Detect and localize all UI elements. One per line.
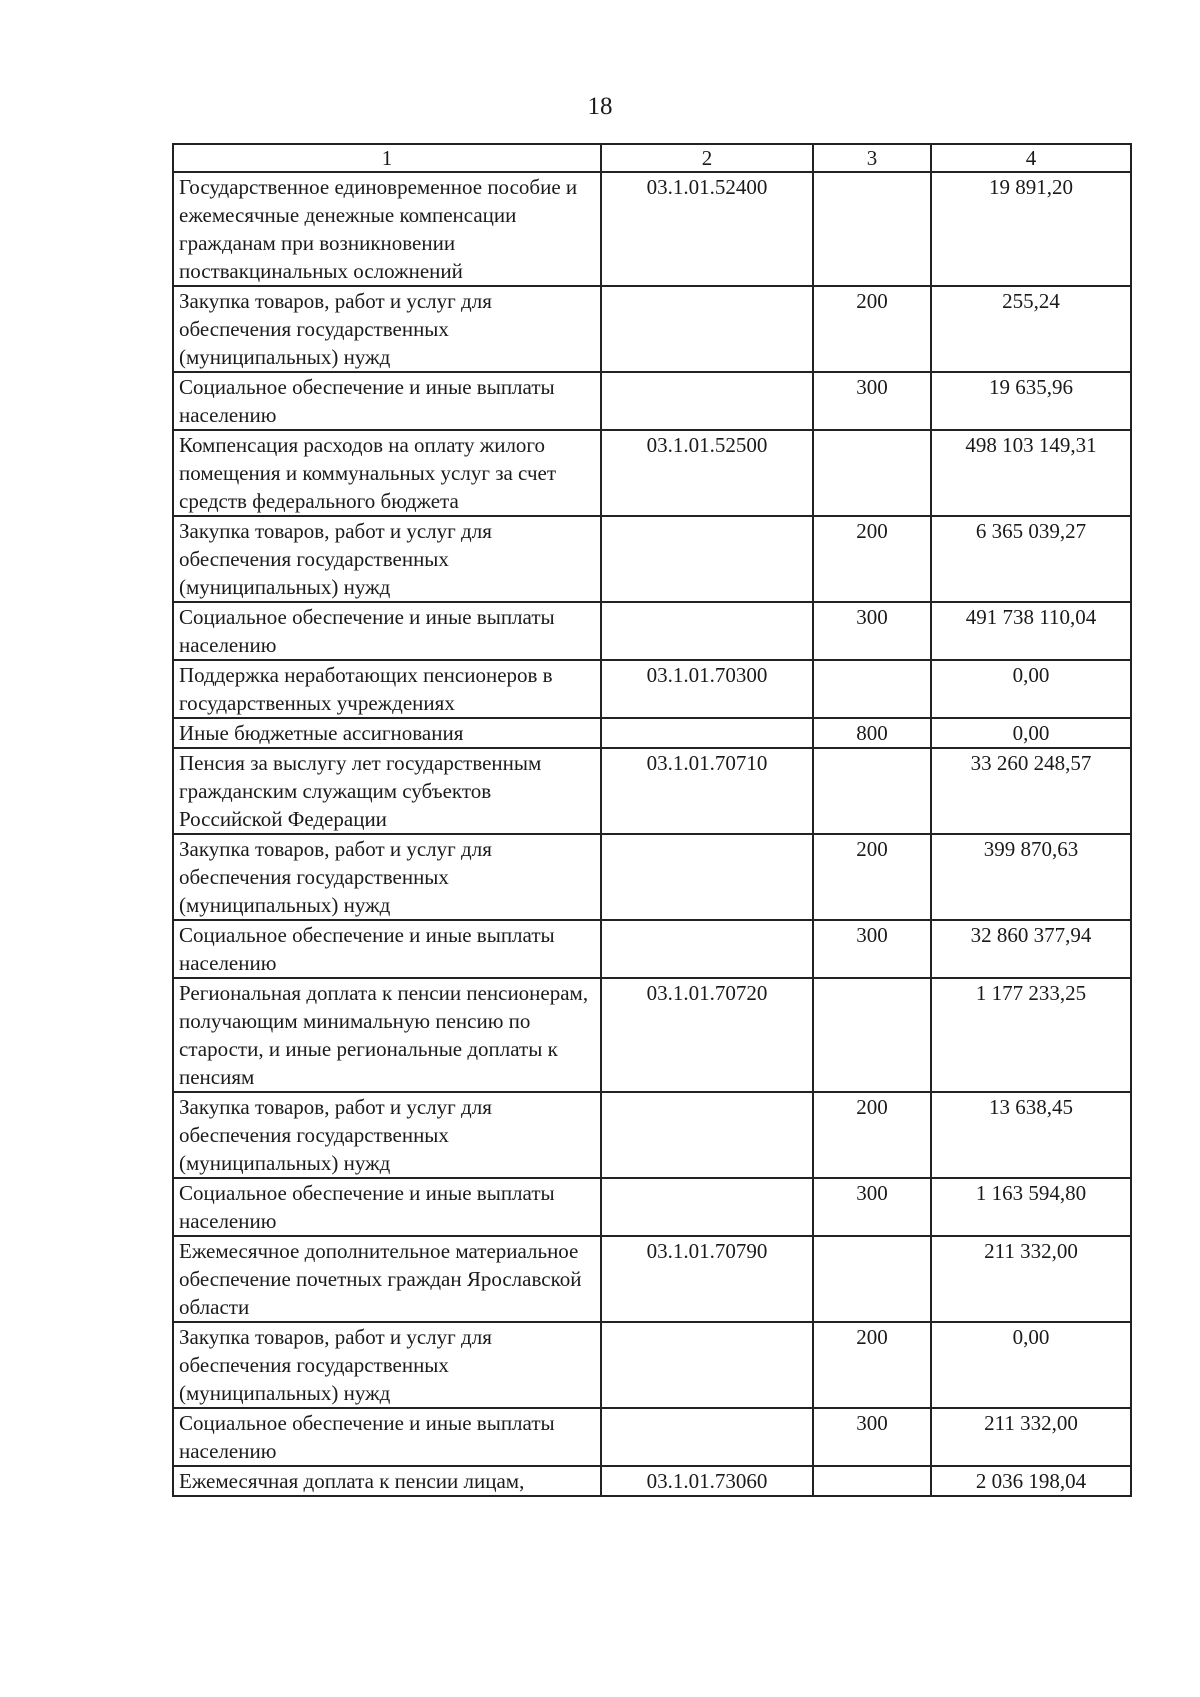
column-header-2: 2 xyxy=(601,144,813,172)
expense-name-cell: Государственное единовременное пособие и ежемесячные денежные компенсации гражданам при возникновении поствакцинальных осложнений xyxy=(173,172,601,286)
amount-cell: 13 638,45 xyxy=(931,1092,1131,1178)
table-header-row xyxy=(173,144,1131,172)
table-row xyxy=(173,1466,1131,1496)
column-header-4: 4 xyxy=(931,144,1131,172)
amount-cell: 211 332,00 xyxy=(931,1408,1131,1466)
table-row xyxy=(173,834,1131,920)
target-code-cell xyxy=(601,1092,813,1178)
amount-cell: 399 870,63 xyxy=(931,834,1131,920)
amount-cell: 2 036 198,04 xyxy=(931,1466,1131,1496)
target-code-cell: 03.1.01.70790 xyxy=(601,1236,813,1322)
expense-type-cell: 300 xyxy=(813,920,931,978)
expense-type-cell xyxy=(813,172,931,286)
expense-type-cell xyxy=(813,978,931,1092)
expense-type-cell: 300 xyxy=(813,602,931,660)
target-code-cell: 03.1.01.73060 xyxy=(601,1466,813,1496)
expense-type-cell xyxy=(813,1466,931,1496)
amount-cell: 19 635,96 xyxy=(931,372,1131,430)
expense-name-cell: Социальное обеспечение и иные выплаты населению xyxy=(173,1408,601,1466)
target-code-cell xyxy=(601,718,813,748)
column-header-3: 3 xyxy=(813,144,931,172)
target-code-cell: 03.1.01.70720 xyxy=(601,978,813,1092)
page-number: 18 xyxy=(587,93,613,120)
target-code-cell xyxy=(601,920,813,978)
expense-name-cell: Социальное обеспечение и иные выплаты населению xyxy=(173,920,601,978)
amount-cell: 1 163 594,80 xyxy=(931,1178,1131,1236)
amount-cell: 32 860 377,94 xyxy=(931,920,1131,978)
target-code-cell xyxy=(601,1408,813,1466)
amount-cell: 0,00 xyxy=(931,660,1131,718)
table-row xyxy=(173,1092,1131,1178)
expense-type-cell: 200 xyxy=(813,1322,931,1408)
budget-table xyxy=(172,143,1132,1497)
target-code-cell xyxy=(601,372,813,430)
expense-name-cell: Закупка товаров, работ и услуг для обеспечения государственных (муниципальных) нужд xyxy=(173,286,601,372)
expense-name-cell: Социальное обеспечение и иные выплаты населению xyxy=(173,1178,601,1236)
expense-name-cell: Ежемесячная доплата к пенсии лицам, xyxy=(173,1466,601,1496)
expense-type-cell xyxy=(813,1236,931,1322)
expense-type-cell xyxy=(813,660,931,718)
target-code-cell xyxy=(601,602,813,660)
amount-cell: 0,00 xyxy=(931,718,1131,748)
target-code-cell xyxy=(601,1322,813,1408)
expense-name-cell: Социальное обеспечение и иные выплаты населению xyxy=(173,372,601,430)
amount-cell: 0,00 xyxy=(931,1322,1131,1408)
target-code-cell xyxy=(601,1178,813,1236)
expense-name-cell: Поддержка неработающих пенсионеров в государственных учреждениях xyxy=(173,660,601,718)
table-row xyxy=(173,172,1131,286)
expense-type-cell: 200 xyxy=(813,1092,931,1178)
table-row xyxy=(173,718,1131,748)
expense-type-cell: 300 xyxy=(813,1178,931,1236)
table-row xyxy=(173,286,1131,372)
amount-cell: 491 738 110,04 xyxy=(931,602,1131,660)
table-row xyxy=(173,430,1131,516)
amount-cell: 498 103 149,31 xyxy=(931,430,1131,516)
amount-cell: 1 177 233,25 xyxy=(931,978,1131,1092)
expense-type-cell: 300 xyxy=(813,372,931,430)
expense-type-cell: 300 xyxy=(813,1408,931,1466)
target-code-cell xyxy=(601,834,813,920)
column-header-1: 1 xyxy=(173,144,601,172)
expense-type-cell: 800 xyxy=(813,718,931,748)
expense-name-cell: Закупка товаров, работ и услуг для обеспечения государственных (муниципальных) нужд xyxy=(173,834,601,920)
table-row xyxy=(173,516,1131,602)
expense-name-cell: Закупка товаров, работ и услуг для обеспечения государственных (муниципальных) нужд xyxy=(173,1322,601,1408)
expense-type-cell xyxy=(813,430,931,516)
table-row xyxy=(173,920,1131,978)
table-row xyxy=(173,1236,1131,1322)
expense-name-cell: Иные бюджетные ассигнования xyxy=(173,718,601,748)
expense-name-cell: Региональная доплата к пенсии пенсионерам, получающим минимальную пенсию по старости, и иные региональные доплаты к пенсиям xyxy=(173,978,601,1092)
expense-type-cell: 200 xyxy=(813,516,931,602)
target-code-cell: 03.1.01.70300 xyxy=(601,660,813,718)
amount-cell: 33 260 248,57 xyxy=(931,748,1131,834)
table-row xyxy=(173,1408,1131,1466)
table-row xyxy=(173,1178,1131,1236)
expense-name-cell: Пенсия за выслугу лет государственным гражданским служащим субъектов Российской Федерации xyxy=(173,748,601,834)
target-code-cell: 03.1.01.52500 xyxy=(601,430,813,516)
expense-type-cell xyxy=(813,748,931,834)
table-row xyxy=(173,602,1131,660)
amount-cell: 211 332,00 xyxy=(931,1236,1131,1322)
target-code-cell: 03.1.01.70710 xyxy=(601,748,813,834)
target-code-cell xyxy=(601,286,813,372)
target-code-cell xyxy=(601,516,813,602)
expense-type-cell: 200 xyxy=(813,834,931,920)
amount-cell: 6 365 039,27 xyxy=(931,516,1131,602)
expense-name-cell: Закупка товаров, работ и услуг для обеспечения государственных (муниципальных) нужд xyxy=(173,1092,601,1178)
target-code-cell: 03.1.01.52400 xyxy=(601,172,813,286)
expense-name-cell: Закупка товаров, работ и услуг для обеспечения государственных (муниципальных) нужд xyxy=(173,516,601,602)
expense-type-cell: 200 xyxy=(813,286,931,372)
amount-cell: 19 891,20 xyxy=(931,172,1131,286)
table-row xyxy=(173,660,1131,718)
amount-cell: 255,24 xyxy=(931,286,1131,372)
expense-name-cell: Компенсация расходов на оплату жилого помещения и коммунальных услуг за счет средств федерального бюджета xyxy=(173,430,601,516)
table-row xyxy=(173,372,1131,430)
table-row xyxy=(173,978,1131,1092)
expense-name-cell: Ежемесячное дополнительное материальное обеспечение почетных граждан Ярославской области xyxy=(173,1236,601,1322)
table-row xyxy=(173,1322,1131,1408)
expense-name-cell: Социальное обеспечение и иные выплаты населению xyxy=(173,602,601,660)
table-row xyxy=(173,748,1131,834)
